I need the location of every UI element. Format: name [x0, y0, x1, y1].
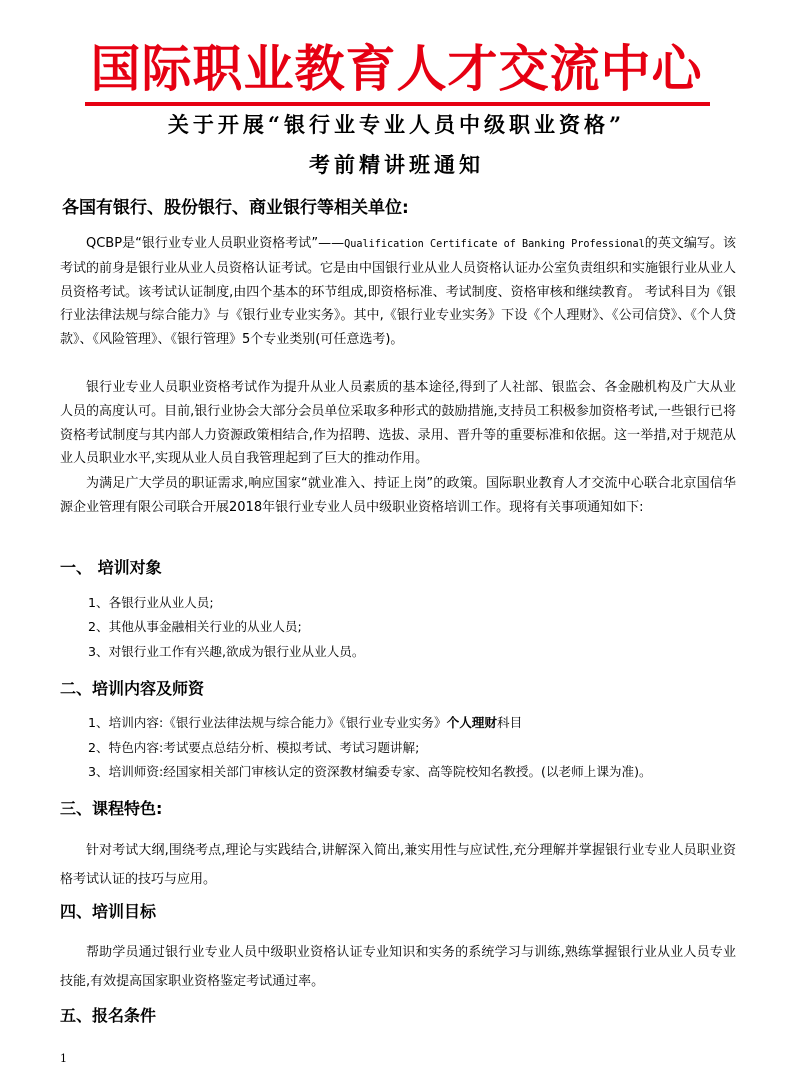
- intro-paragraph-1: [60, 232, 736, 352]
- section-1-item-1: 1、各银行业从业人员;: [88, 595, 214, 610]
- section-2-item-3: 3、培训师资:经国家相关部门审核认定的资深教材编委专家、高等院校知名教授。(以老师上课为准)。: [88, 764, 652, 779]
- intro-p1-prefix: QCBP是“银行业专业人员职业资格考试”——: [86, 236, 345, 251]
- section-2-item-2: 2、特色内容:考试要点总结分析、模拟考试、考试习题讲解;: [88, 740, 420, 755]
- page-number: 1: [60, 1052, 67, 1065]
- intro-p1-rest: 的英文编写。该考试的前身是银行业从业人员资格认证考试。它是由中国银行业从业人员资格认证办公室负责组织和实施银行业从业人员资格考试。该考试认证制度,由四个基本的环节组成,即资格标准、考试制度、资格审核和继续教育。 考试科目为《银行业法律法规与综合能力》与《银行业专业实务》。其中,《银行业专业实务》下设《个人理财》、《公司信贷》、《个人贷款》、《风险管理》、《银行管理》5个专业类别(可任意选考)。: [60, 236, 737, 348]
- section-3-heading: 三、课程特色:: [60, 799, 163, 818]
- intro-paragraph-2: 银行业专业人员职业资格考试作为提升从业人员素质的基本途径,得到了人社部、银监会、各金融机构及广大从业人员的高度认可。目前,银行业协会大部分会员单位采取多种形式的鼓励措施,支持员工积极参加资格考试,一些银行已将资格考试制度与其内部人力资源政策相结合,作为招聘、选拔、录用、晋升等的重要标准和依据。这一举措,对于规范从业人员职业水平,实现从业人员自我管理起到了巨大的推动作用。: [60, 380, 736, 467]
- section-4-heading: 四、培训目标: [60, 902, 157, 921]
- section-2-item-1-suffix: 科目: [496, 715, 523, 730]
- section-5-heading: 五、报名条件: [60, 1006, 157, 1025]
- section-2-item-1-bold: 个人理财: [446, 715, 497, 730]
- section-2-item-1-prefix: 1、培训内容:《银行业法律法规与综合能力》《银行业专业实务》: [88, 715, 447, 730]
- section-1-item-3: 3、对银行业工作有兴趣,欲成为银行业从业人员。: [88, 644, 365, 659]
- section-2-item-1: [88, 712, 522, 734]
- section-1-heading: 一、 培训对象: [60, 558, 162, 577]
- organization-title: 国际职业教育人才交流中心: [90, 40, 703, 98]
- document-title-line-1: 关于开展“银行业专业人员中级职业资格”: [167, 112, 626, 137]
- section-3-text: 针对考试大纲,围绕考点,理论与实践结合,讲解深入简出,兼实用性与应试性,充分理解并掌握银行业专业人员职业资格考试认证的技巧与应用。: [60, 843, 736, 887]
- intro-p1-english: Qualification Certificate of Banking Professional: [344, 239, 645, 250]
- document-title-line-2: 考前精讲班通知: [309, 152, 484, 177]
- section-2-heading: 二、培训内容及师资: [60, 679, 205, 698]
- section-1-item-2: 2、其他从事金融相关行业的从业人员;: [88, 619, 302, 634]
- salutation: 各国有银行、股份银行、商业银行等相关单位:: [62, 198, 409, 218]
- header-red-rule: [85, 102, 710, 106]
- intro-paragraph-3: 为满足广大学员的职证需求,响应国家“就业准入、持证上岗”的政策。国际职业教育人才交流中心联合北京国信华源企业管理有限公司联合开展2018年银行业专业人员中级职业资格培训工作。现将有关事项通知如下:: [60, 476, 736, 515]
- section-4-text: 帮助学员通过银行业专业人员中级职业资格认证专业知识和实务的系统学习与训练,熟练掌握银行业从业人员专业技能,有效提高国家职业资格鉴定考试通过率。: [60, 945, 736, 989]
